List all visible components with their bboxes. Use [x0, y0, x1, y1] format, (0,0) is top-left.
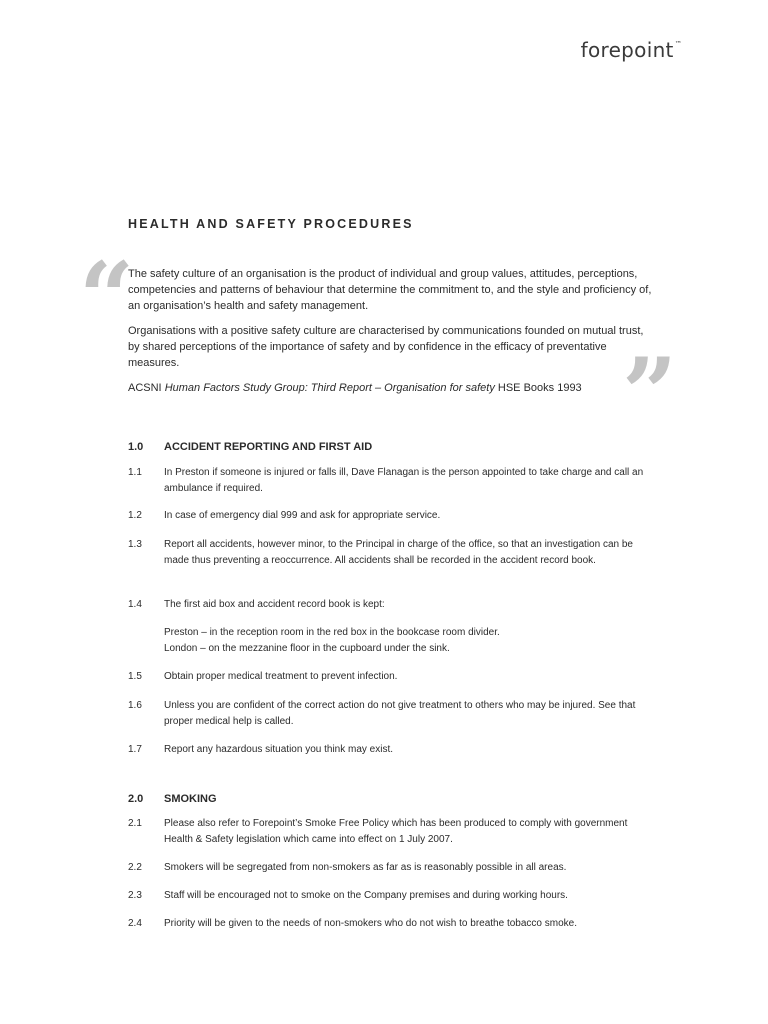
citation-title: Human Factors Study Group: Third Report – Organisation for safety [164, 382, 495, 394]
citation-suffix: HSE Books 1993 [494, 382, 582, 394]
item-text: Report all accidents, however minor, to the Principal in charge of the office, so that an investigation can be made thus preventing a reoccurrence. All accidents shall be recorded in the accident record book. [164, 539, 633, 566]
item-number: 1.1 [128, 467, 142, 478]
item-number: 2.4 [128, 918, 142, 929]
logo-text: forepoint [580, 38, 674, 62]
intro-paragraph-2: Organisations with a positive safety culture are characterised by communications founded on mutual trust, by shared perceptions of the importance of safety and by confidence in the efficacy of preventative measures. [128, 325, 644, 369]
section-number: 1.0 [128, 441, 144, 453]
item-number: 1.2 [128, 510, 142, 521]
close-quote-icon: ” [622, 337, 678, 450]
intro-quote-block [128, 266, 658, 405]
section-heading [128, 441, 372, 453]
item-subline: Preston – in the reception room in the red box in the bookcase room divider. [164, 627, 500, 638]
list-item [128, 465, 658, 497]
intro-paragraph-1: The safety culture of an organisation is the product of individual and group values, attitudes, perceptions, competencies and patterns of behaviour that determine the commitment to, and the style and proficiency of, an organisation’s health and safety management. [128, 268, 652, 312]
logo-trademark: ™ [674, 40, 682, 48]
list-item [128, 742, 658, 758]
item-text: Obtain proper medical treatment to prevent infection. [164, 671, 398, 682]
item-number: 1.3 [128, 539, 142, 550]
list-item [128, 508, 658, 524]
item-number: 2.3 [128, 890, 142, 901]
document-title: HEALTH AND SAFETY PROCEDURES [128, 217, 414, 231]
item-text: Unless you are confident of the correct action do not give treatment to others who may be injured. See that proper medical help is called. [164, 700, 636, 727]
item-text: Priority will be given to the needs of non-smokers who do not wish to breathe tobacco smoke. [164, 918, 577, 929]
section-title: SMOKING [164, 793, 217, 805]
list-item [128, 537, 658, 569]
item-number: 1.5 [128, 671, 142, 682]
item-number: 2.2 [128, 862, 142, 873]
list-item [128, 916, 658, 932]
item-subline: London – on the mezzanine floor in the cupboard under the sink. [164, 643, 450, 654]
citation [128, 380, 658, 396]
item-number: 1.4 [128, 599, 142, 610]
item-text: Staff will be encouraged not to smoke on the Company premises and during working hours. [164, 890, 568, 901]
section-title: ACCIDENT REPORTING AND FIRST AID [164, 441, 373, 453]
list-item [128, 888, 658, 904]
list-item [128, 860, 658, 876]
item-number: 2.1 [128, 818, 142, 829]
section-heading [128, 793, 217, 805]
list-item [128, 816, 658, 848]
open-quote-icon: “ [79, 241, 135, 354]
item-text: In case of emergency dial 999 and ask for appropriate service. [164, 510, 441, 521]
item-number: 1.7 [128, 744, 142, 755]
item-number: 1.6 [128, 700, 142, 711]
item-text: Please also refer to Forepoint’s Smoke Free Policy which has been produced to comply with government Health & Safety legislation which came into effect on 1 July 2007. [164, 818, 628, 845]
list-item [128, 597, 658, 657]
citation-prefix: ACSNI [128, 382, 165, 394]
item-text: The first aid box and accident record book is kept: [164, 599, 385, 610]
section-number: 2.0 [128, 793, 144, 805]
item-text: In Preston if someone is injured or falls ill, Dave Flanagan is the person appointed to take charge and call an ambulance if required. [164, 467, 644, 494]
item-text: Report any hazardous situation you think may exist. [164, 744, 394, 755]
forepoint-logo [581, 38, 682, 62]
list-item [128, 669, 658, 685]
item-text: Smokers will be segregated from non-smokers as far as is reasonably possible in all areas. [164, 862, 567, 873]
list-item [128, 698, 658, 730]
